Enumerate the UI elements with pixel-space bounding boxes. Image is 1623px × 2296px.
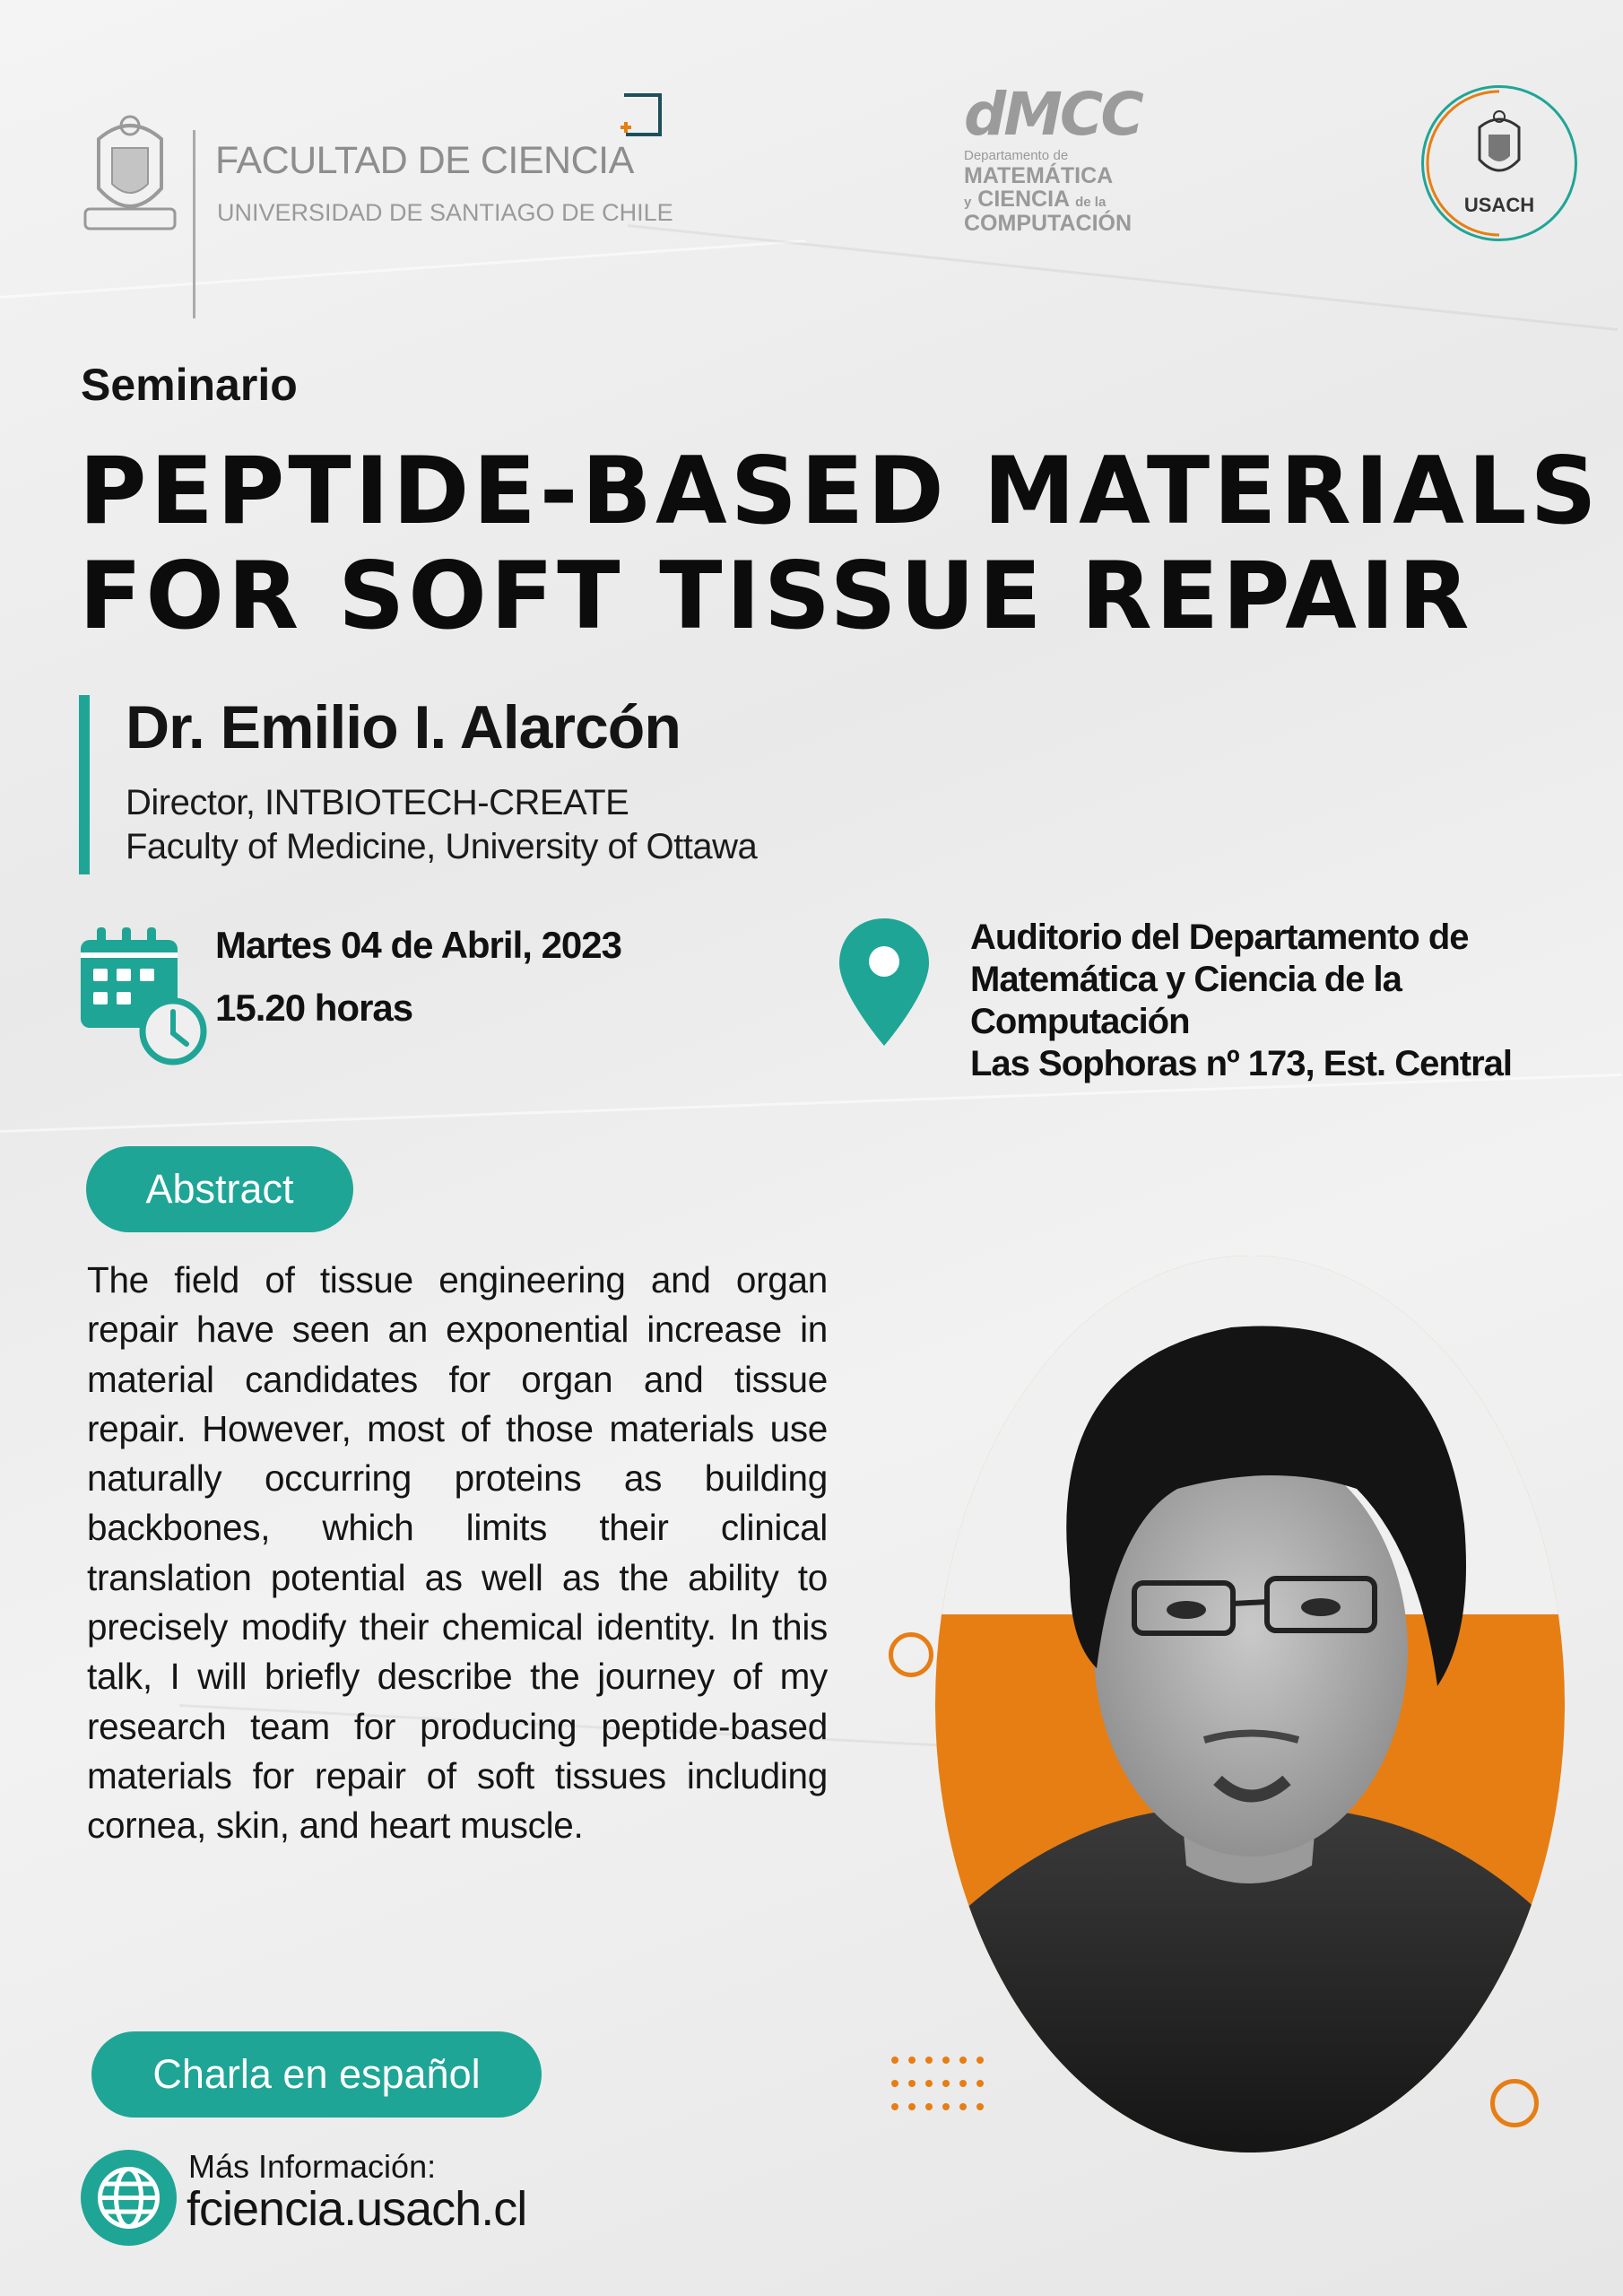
decorative-ring <box>1490 2079 1539 2127</box>
crest-icon <box>1471 108 1528 188</box>
abstract-label: Abstract <box>86 1146 353 1232</box>
usach-label: USACH <box>1463 194 1535 216</box>
event-time: 15.20 horas <box>215 987 413 1029</box>
department-small-2: de <box>1053 148 1069 163</box>
event-title-line-2: FOR SOFT TISSUE REPAIR <box>79 543 1473 650</box>
usach-logo <box>1421 85 1577 241</box>
paper-crease <box>0 239 805 299</box>
department-line-2-prefix: y <box>964 195 972 211</box>
decorative-ring <box>889 1632 933 1677</box>
decorative-dot-grid <box>890 2056 985 2111</box>
department-logo <box>964 80 1161 242</box>
logo-divider <box>193 130 195 318</box>
language-badge: Charla en español <box>91 2031 542 2118</box>
more-info-label: Más Información: <box>188 2148 437 2185</box>
faculty-logo <box>81 85 673 247</box>
location-line-2: Matemática y Ciencia de la <box>970 960 1402 999</box>
globe-icon <box>81 2150 177 2246</box>
location-pin-icon <box>836 915 933 1049</box>
department-line-2-suffix: de la <box>1075 195 1107 211</box>
location-line-3: Computación <box>970 1002 1190 1041</box>
speaker-affiliation-2: Faculty of Medicine, University of Ottawa <box>126 827 758 866</box>
speaker-portrait <box>935 1256 1565 2152</box>
event-date: Martes 04 de Abril, 2023 <box>215 924 622 966</box>
event-type: Seminario <box>81 360 298 410</box>
calendar-icon <box>79 924 209 1067</box>
department-small-1: Departamento <box>964 148 1050 163</box>
department-line-1: MATEMÁTICA <box>964 163 1114 188</box>
department-line-2-row <box>964 187 1161 211</box>
faculty-title: FACULTAD DE CIENCIA <box>215 139 634 182</box>
crest-icon <box>81 103 179 238</box>
speaker-affiliation-1: Director, INTBIOTECH-CREATE <box>126 783 629 822</box>
more-info-link[interactable]: fciencia.usach.cl <box>187 2182 527 2236</box>
department-small-row <box>964 148 1161 164</box>
location-line-4: Las Sophoras nº 173, Est. Central <box>970 1044 1513 1083</box>
speaker-name: Dr. Emilio I. Alarcón <box>126 693 681 761</box>
abstract-body: The field of tissue engineering and organ repair have seen an exponential increase in material candidates for organ and tissue repair. However, most of those materials use naturally occurring proteins as building backbones, which limits their clinical translation potential as well as the ability to precisely modify their chemical identity. In this talk, I will briefly describe the journey of my research team for producing peptide-based materials for repair of soft tissues including cornea, skin, and heart muscle. <box>87 1259 828 1847</box>
location-line-1: Auditorio del Departamento de <box>970 918 1469 957</box>
department-line-2: CIENCIA <box>977 187 1070 213</box>
department-mark: dMCC <box>964 80 1141 149</box>
event-title-line-1: PEPTIDE-BASED MATERIALS <box>79 438 1601 545</box>
speaker-accent-bar <box>79 695 90 874</box>
bracket-icon <box>617 91 664 138</box>
faculty-subtitle: UNIVERSIDAD DE SANTIAGO DE CHILE <box>217 199 673 226</box>
department-line-3: COMPUTACIÓN <box>964 210 1133 236</box>
